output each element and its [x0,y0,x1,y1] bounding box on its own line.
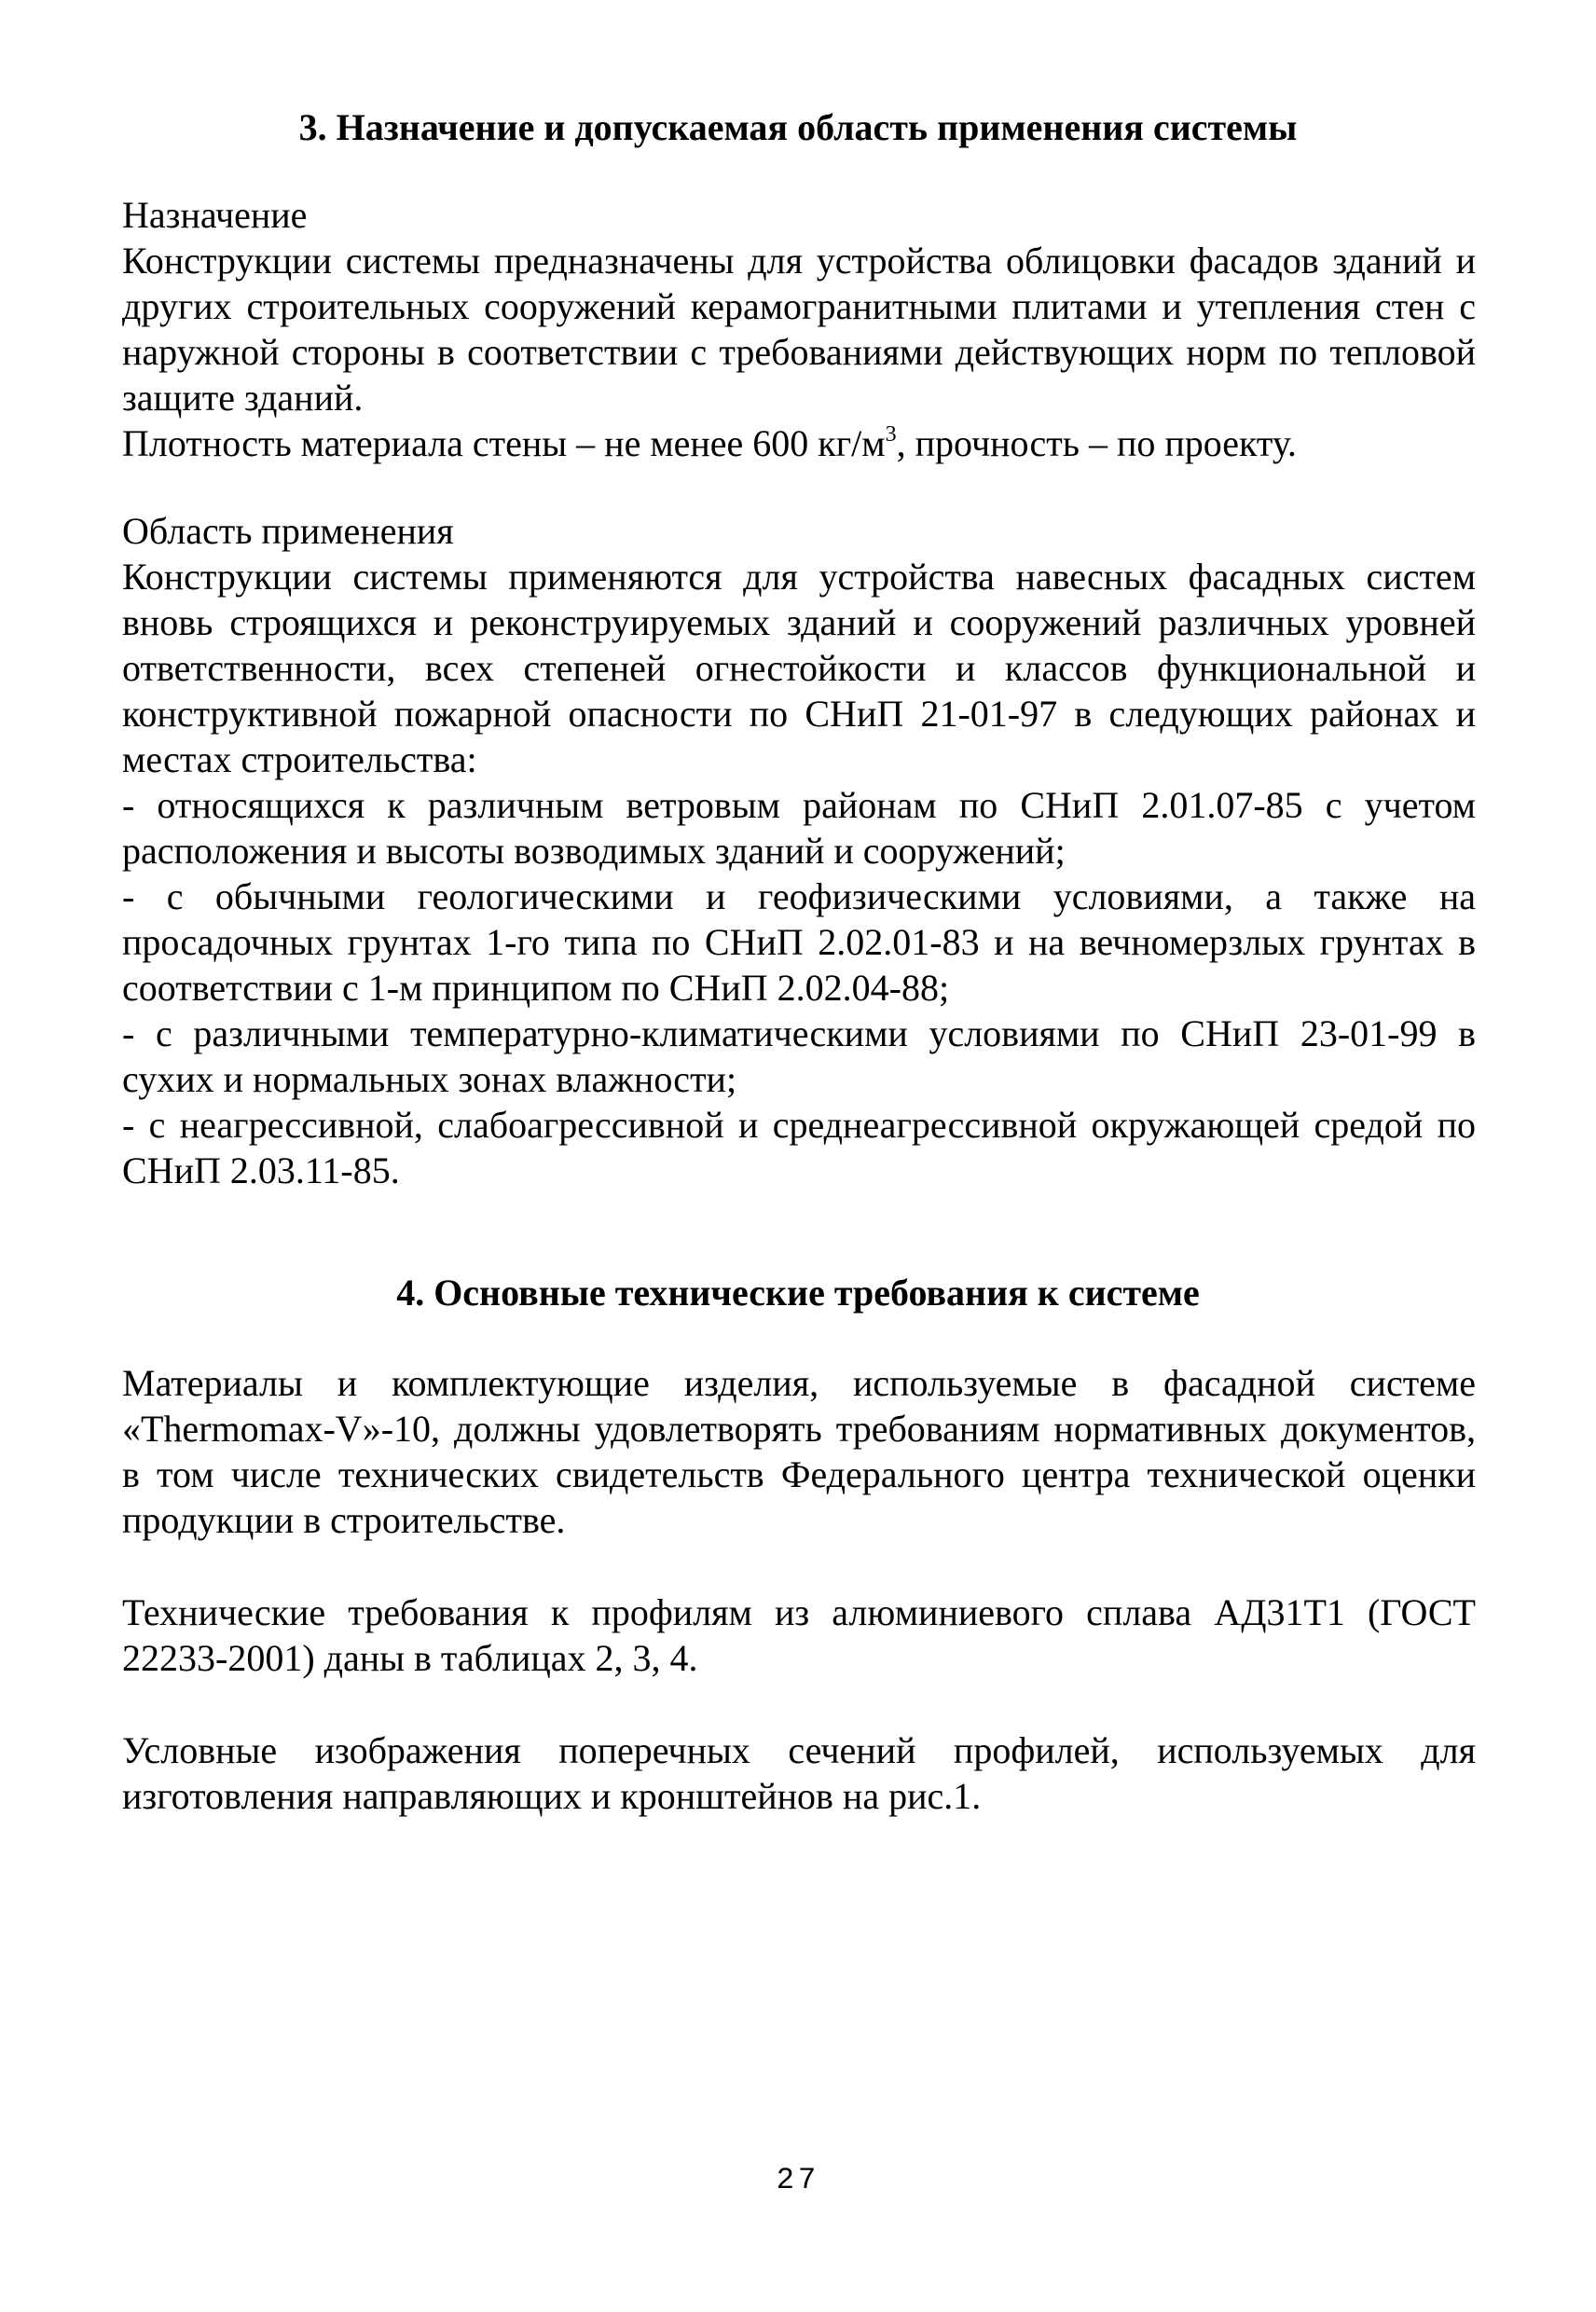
section-3-title: Назначение и допускаемая область применения системы [336,106,1298,148]
scope-list-item: - с неагрессивной, слабоагрессивной и среднеагрессивной окружающей средой по СНиП 2.03.11-85. [122,1104,1476,1191]
section-4-title: Основные технические требования к системе [433,1272,1200,1314]
section-3-number: 3. [298,106,327,148]
purpose-block [122,192,1476,466]
scope-list-item: - с обычными геологическими и геофизическими условиями, а также на просадочных грунтах 1-го типа по СНиП 2.02.01-83 и на вечномерзлых грунтах в соответствии с 1-м принципом по СНиП 2.02.04-88; [122,875,1476,1009]
cross-sections-paragraph: Условные изображения поперечных сечений профилей, используемых для изготовления направляющих и кронштейнов на рис.1. [122,1729,1476,1817]
density-text: Плотность материала стены – не менее 600 кг/м [122,422,886,464]
page-number: 27 [776,2163,820,2197]
scope-block [122,508,1476,1193]
materials-paragraph: Материалы и комплектующие изделия, используемые в фасадной системе «Thermomax-V»-10, должны удовлетворять требованиям нормативных документов, в том числе технических свидетельств Федерального центра технической оценки продукции в строительстве. [122,1362,1476,1541]
section-4-paragraph-3 [122,1727,1476,1819]
section-4-heading [0,1270,1596,1315]
section-4-paragraph-1 [122,1360,1476,1543]
section-3-heading [0,104,1596,150]
density-line [122,420,1476,466]
purpose-paragraph: Конструкции системы предназначены для устройства облицовки фасадов зданий и других строительных сооружений керамогранитными плитами и утепления стен с наружной стороны в соответствии с требованиями действующих норм по тепловой защите зданий. [122,240,1476,419]
section-4-paragraph-2 [122,1590,1476,1681]
scope-subtitle: Область применения [122,510,454,552]
scope-list-item: - относящихся к различным ветровым районам по СНиП 2.01.07-85 с учетом расположения и высоты возводимых зданий и сооружений; [122,784,1476,872]
purpose-subtitle: Назначение [122,194,308,236]
scope-paragraph: Конструкции системы применяются для устройства навесных фасадных систем вновь строящихся и реконструируемых зданий и сооружений различных уровней ответственности, всех степеней огнестойкости и классов функциональной и конструктивной пожарной опасности по СНиП 21-01-97 в следующих районах и местах строительства: [122,556,1476,780]
section-4-number: 4. [396,1272,425,1314]
profiles-paragraph: Технические требования к профилям из алюминиевого сплава АД31Т1 (ГОСТ 22233-2001) даны в таблицах 2, 3, 4. [122,1591,1476,1679]
scope-list-item: - с различными температурно-климатическими условиями по СНиП 23-01-99 в сухих и нормальных зонах влажности; [122,1012,1476,1100]
density-superscript: 3 [885,422,897,447]
density-text-end: , прочность – по проекту. [896,422,1297,464]
